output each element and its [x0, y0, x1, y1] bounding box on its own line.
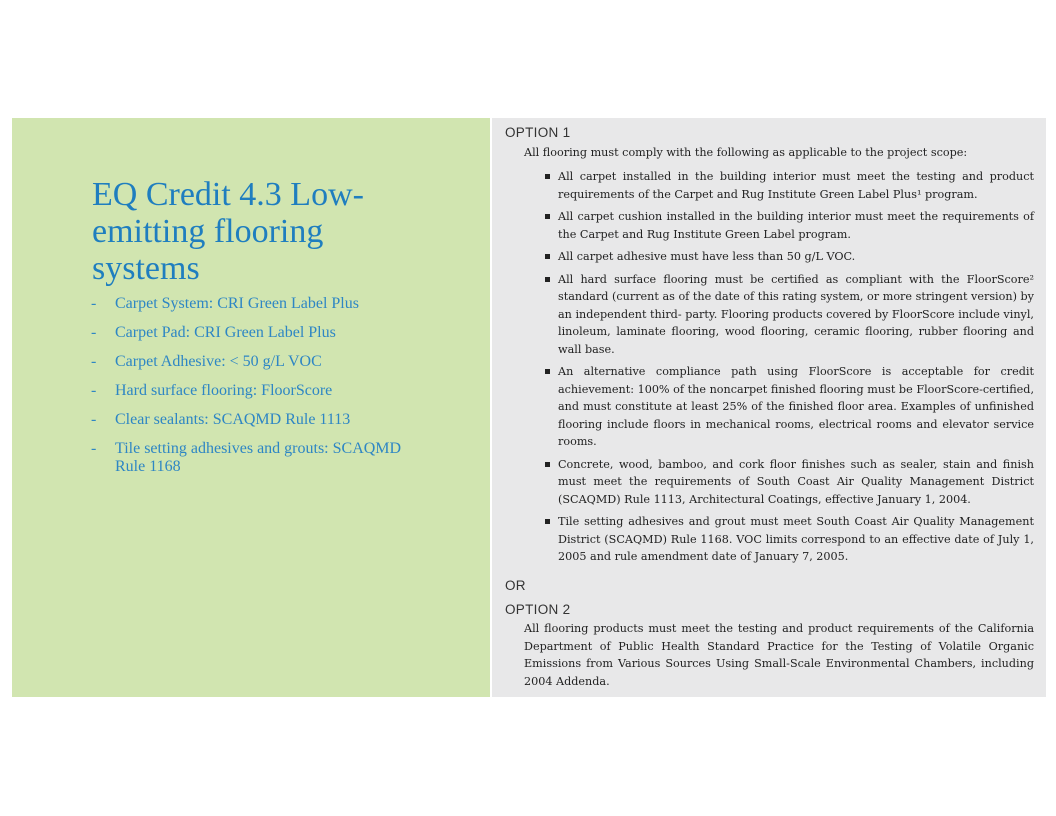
option-1-intro: All flooring must comply with the following as applicable to the project scope: — [524, 146, 968, 159]
square-bullet-icon — [545, 254, 550, 259]
bullet-text: Tile setting adhesives and grouts: SCAQMD Rule 1168 — [115, 440, 402, 475]
dash-bullet-icon: - — [91, 382, 97, 399]
option-1-requirements-list — [542, 168, 1034, 571]
requirement-text: Tile setting adhesives and grout must meet South Coast Air Quality Management District (SCAQMD) Rule 1168. VOC limits correspond to an effective date of July 1, 2005 and rule amendment date of January 7, 2005. — [558, 515, 1034, 563]
bullet-text: Carpet System: CRI Green Label Plus — [115, 295, 359, 312]
option-2-text: All flooring products must meet the testing and product requirements of the California Department of Public Health Standard Practice for the Testing of Volatile Organic Emissions from Various Sources Using Small-Scale Environmental Chambers, including 2004 Addenda. — [524, 622, 1034, 688]
square-bullet-icon — [545, 369, 550, 374]
list-item — [91, 440, 431, 476]
dash-bullet-icon: - — [91, 440, 97, 457]
list-item — [542, 513, 1034, 566]
requirement-text: Concrete, wood, bamboo, and cork floor finishes such as sealer, stain and finish must meet the requirements of South Coast Air Quality Management District (SCAQMD) Rule 1113, Architectural Coatings, effective January 1, 2004. — [558, 457, 1034, 506]
bullet-text: Carpet Adhesive: < 50 g/L VOC — [115, 353, 322, 370]
requirement-text: All carpet installed in the building interior must meet the testing and product requirements of the Carpet and Rug Institute Green Label Plus¹ program. — [558, 170, 1034, 201]
requirement-text: An alternative compliance path using FloorScore is acceptable for credit achievement: 100% of the noncarpet finished flooring must be FloorScore-certified, and must constitute at least 25% of the finished floor area. Examples of unfinished flooring include floors in mechanical rooms, electrical rooms and elevator service rooms. — [558, 365, 1034, 448]
bullet-text: Carpet Pad: CRI Green Label Plus — [115, 324, 336, 341]
dash-bullet-icon: - — [91, 324, 97, 341]
list-item — [91, 411, 431, 429]
list-item — [542, 271, 1034, 359]
list-item — [91, 295, 431, 313]
list-item — [91, 353, 431, 371]
square-bullet-icon — [545, 277, 550, 282]
square-bullet-icon — [545, 519, 550, 524]
square-bullet-icon — [545, 174, 550, 179]
credit-requirements-list — [91, 295, 431, 487]
requirement-text: All carpet adhesive must have less than 50 g/L VOC. — [558, 250, 856, 263]
requirement-text: All hard surface flooring must be certified as compliant with the FloorScore² standard (current as of the date of this rating system, or more stringent version) by an independent third- party. Flooring products covered by FloorScore include vinyl, linoleum, laminate flooring, wood flooring, ceramic flooring, rubber flooring and wall base. — [558, 272, 1034, 356]
list-item — [542, 363, 1034, 451]
or-separator: OR — [505, 578, 526, 593]
option-2-heading: OPTION 2 — [505, 602, 571, 617]
dash-bullet-icon: - — [91, 353, 97, 370]
list-item — [91, 382, 431, 400]
requirement-text: All carpet cushion installed in the building interior must meet the requirements of the Carpet and Rug Institute Green Label program. — [558, 210, 1034, 241]
list-item — [91, 324, 431, 342]
square-bullet-icon — [545, 462, 550, 467]
list-item — [542, 168, 1034, 203]
document-excerpt-panel — [490, 118, 1046, 697]
square-bullet-icon — [545, 214, 550, 219]
list-item — [542, 208, 1034, 243]
list-item — [542, 248, 1034, 266]
list-item — [542, 456, 1034, 509]
bullet-text: Clear sealants: SCAQMD Rule 1113 — [115, 411, 351, 428]
bullet-text: Hard surface flooring: FloorScore — [115, 382, 333, 399]
slide-left-panel — [12, 118, 490, 697]
slide-title: EQ Credit 4.3 Low-emitting flooring systems — [92, 176, 364, 287]
dash-bullet-icon: - — [91, 295, 97, 312]
option-1-heading: OPTION 1 — [505, 125, 571, 140]
dash-bullet-icon: - — [91, 411, 97, 428]
